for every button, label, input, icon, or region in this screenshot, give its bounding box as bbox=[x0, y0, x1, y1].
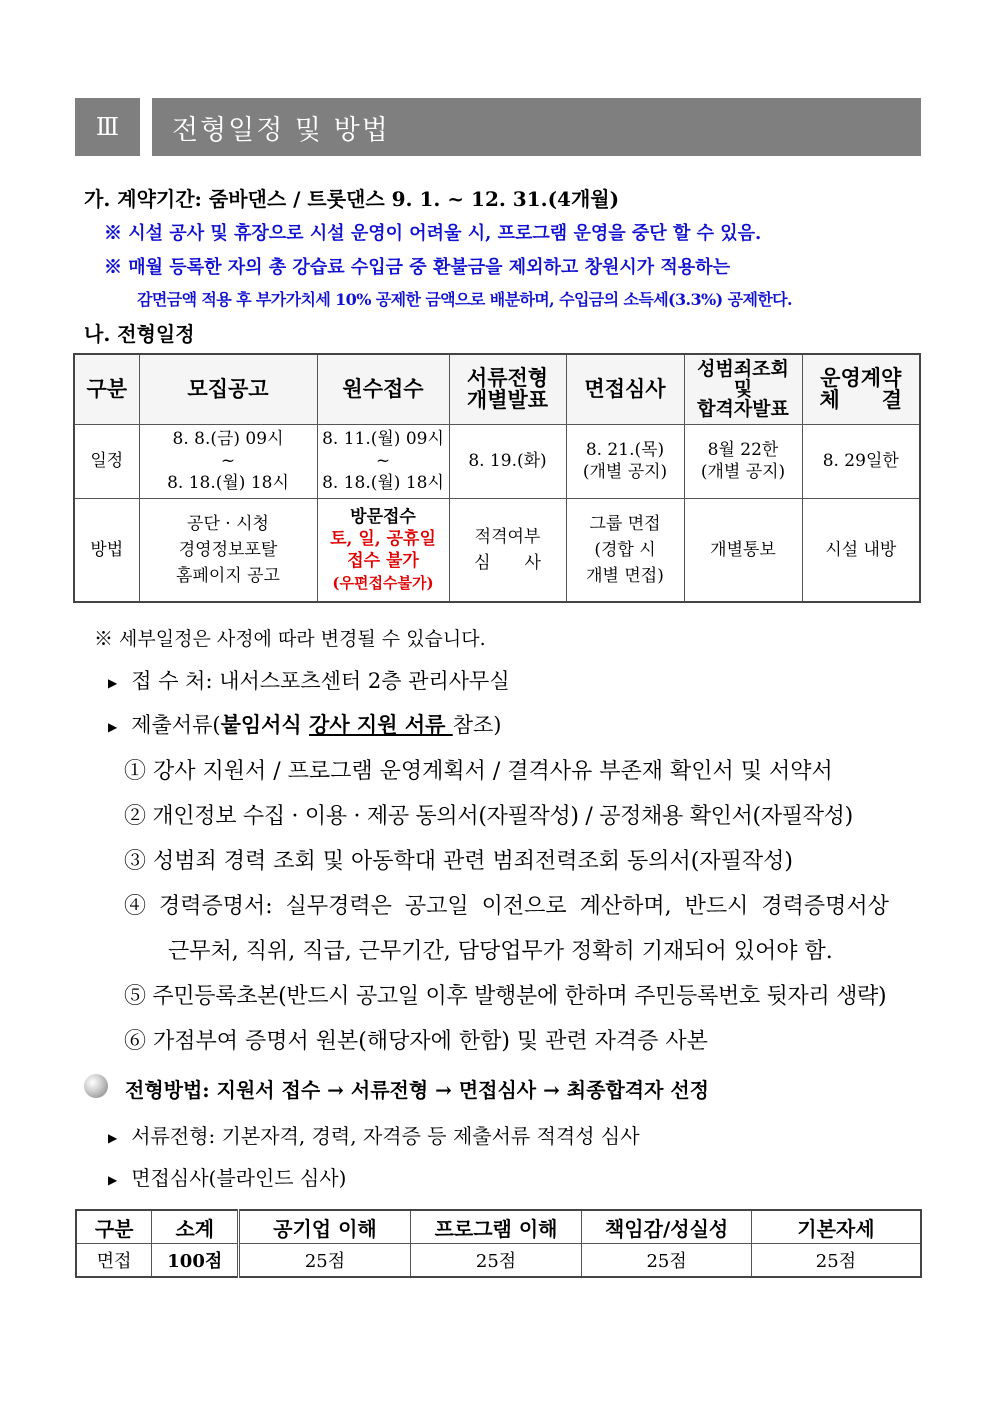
doc-item-3: ③ 성범죄 경력 조회 및 아동학대 관련 범죄전력조회 동의서(자필작성) bbox=[124, 849, 793, 874]
doc-review-criteria: ▶ 서류전형: 기본자격, 경력, 자격증 등 제출서류 적격성 심사 bbox=[108, 1124, 640, 1148]
col-header-recruit: 모집공고 bbox=[139, 354, 317, 424]
col-header-crime-check: 성범죄조회 및 합격자발표 bbox=[684, 354, 802, 424]
section-title: 전형일정 및 방법 bbox=[152, 98, 921, 156]
doc-item-2: ② 개인정보 수집 · 이용 · 제공 동의서(자필작성) / 공정채용 확인서(자필작성) bbox=[124, 804, 853, 829]
note-revenue-2: 감면금액 적용 후 부가가치세 10% 공제한 금액으로 배분하며, 수입금의 소득세(3.3%) 공제한다. bbox=[137, 290, 792, 309]
receipt-place: ▶ 접 수 처: 내서스포츠센터 2층 관리사무실 bbox=[108, 669, 510, 693]
col-header-category: 구분 bbox=[74, 354, 139, 424]
triangle-bullet-icon: ▶ bbox=[108, 675, 118, 690]
score-responsibility: 25점 bbox=[582, 1244, 752, 1278]
interview-criteria: ▶ 면접심사(블라인드 심사) bbox=[108, 1166, 347, 1190]
score-program: 25점 bbox=[410, 1244, 582, 1278]
cell-crime-method: 개별통보 bbox=[684, 498, 802, 602]
cell-recruit-method: 공단 · 시청 경영정보포탈 홈페이지 공고 bbox=[139, 498, 317, 602]
selection-method: 전형방법: 지원서 접수 → 서류전형 → 면접심사 → 최종합격자 선정 bbox=[125, 1078, 710, 1102]
sphere-bullet-icon bbox=[84, 1074, 108, 1098]
col-header-receipt: 원수접수 bbox=[317, 354, 449, 424]
score-header-program: 프로그램 이해 bbox=[410, 1210, 582, 1244]
score-subtotal: 100점 bbox=[152, 1244, 239, 1278]
col-header-doc-review: 서류전형 개별발표 bbox=[449, 354, 566, 424]
score-header-responsibility: 책임감/성실성 bbox=[582, 1210, 752, 1244]
submission-docs: ▶ 제출서류(붙임서식 강사 지원 서류 참조) bbox=[108, 712, 502, 737]
cell-doc-date: 8. 19.(화) bbox=[449, 424, 566, 498]
score-table bbox=[75, 1209, 922, 1278]
cell-recruit-dates: 8. 8.(금) 09시 ~ 8. 18.(월) 18시 bbox=[139, 424, 317, 498]
row-label-schedule: 일정 bbox=[74, 424, 139, 498]
doc-item-4: ④ 경력증명서: 실무경력은 공고일 이전으로 계산하며, 반드시 경력증명서상 bbox=[124, 894, 889, 919]
score-header-attitude: 기본자세 bbox=[751, 1210, 921, 1244]
score-header-understanding: 공기업 이해 bbox=[239, 1210, 411, 1244]
schedule-table bbox=[73, 353, 921, 603]
note-schedule-change: ※ 세부일정은 사정에 따라 변경될 수 있습니다. bbox=[94, 628, 486, 650]
triangle-bullet-icon: ▶ bbox=[108, 1130, 118, 1145]
note-revenue-1: ※ 매월 등록한 자의 총 강습료 수입금 중 환불금을 제외하고 창원시가 적용하는 bbox=[104, 257, 730, 278]
doc-item-6: ⑥ 가점부여 증명서 원본(해당자에 한함) 및 관련 자격증 사본 bbox=[124, 1029, 708, 1054]
col-header-interview: 면접심사 bbox=[566, 354, 684, 424]
col-header-contract: 운영계약 체 결 bbox=[802, 354, 920, 424]
triangle-bullet-icon: ▶ bbox=[108, 719, 118, 734]
score-header-subtotal: 소계 bbox=[152, 1210, 239, 1244]
cell-contract-method: 시설 내방 bbox=[802, 498, 920, 602]
score-understanding: 25점 bbox=[239, 1244, 411, 1278]
cell-crime-date: 8월 22한 (개별 공지) bbox=[684, 424, 802, 498]
row-label-method: 방법 bbox=[74, 498, 139, 602]
cell-doc-method: 적격여부 심 사 bbox=[449, 498, 566, 602]
score-row-label: 면접 bbox=[76, 1244, 152, 1278]
doc-item-1: ① 강사 지원서 / 프로그램 운영계획서 / 결격사유 부존재 확인서 및 서약서 bbox=[124, 759, 833, 784]
cell-receipt-dates: 8. 11.(월) 09시 ~ 8. 18.(월) 18시 bbox=[317, 424, 449, 498]
cell-receipt-method: 방문접수 토, 일, 공휴일 접수 불가 (우편접수불가) bbox=[317, 498, 449, 602]
doc-item-5: ⑤ 주민등록초본(반드시 공고일 이후 발행분에 한하며 주민등록번호 뒷자리 생략) bbox=[124, 984, 887, 1009]
doc-item-4-cont: 근무처, 직위, 직급, 근무기간, 담당업무가 정확히 기재되어 있어야 함. bbox=[168, 939, 833, 964]
section-number: Ⅲ bbox=[75, 98, 140, 156]
cell-contract-date: 8. 29일한 bbox=[802, 424, 920, 498]
note-suspension: ※ 시설 공사 및 휴장으로 시설 운영이 어려울 시, 프로그램 운영을 중단 할 수 있음. bbox=[104, 223, 762, 244]
cell-interview-date: 8. 21.(목) (개별 공지) bbox=[566, 424, 684, 498]
score-attitude: 25점 bbox=[751, 1244, 921, 1278]
score-header-category: 구분 bbox=[76, 1210, 152, 1244]
cell-interview-method: 그룹 면접 (경합 시 개별 면접) bbox=[566, 498, 684, 602]
contract-period: 가. 계약기간: 줌바댄스 / 트롯댄스 9. 1. ~ 12. 31.(4개월) bbox=[84, 187, 620, 211]
schedule-heading: 나. 전형일정 bbox=[84, 322, 195, 346]
triangle-bullet-icon: ▶ bbox=[108, 1172, 118, 1187]
